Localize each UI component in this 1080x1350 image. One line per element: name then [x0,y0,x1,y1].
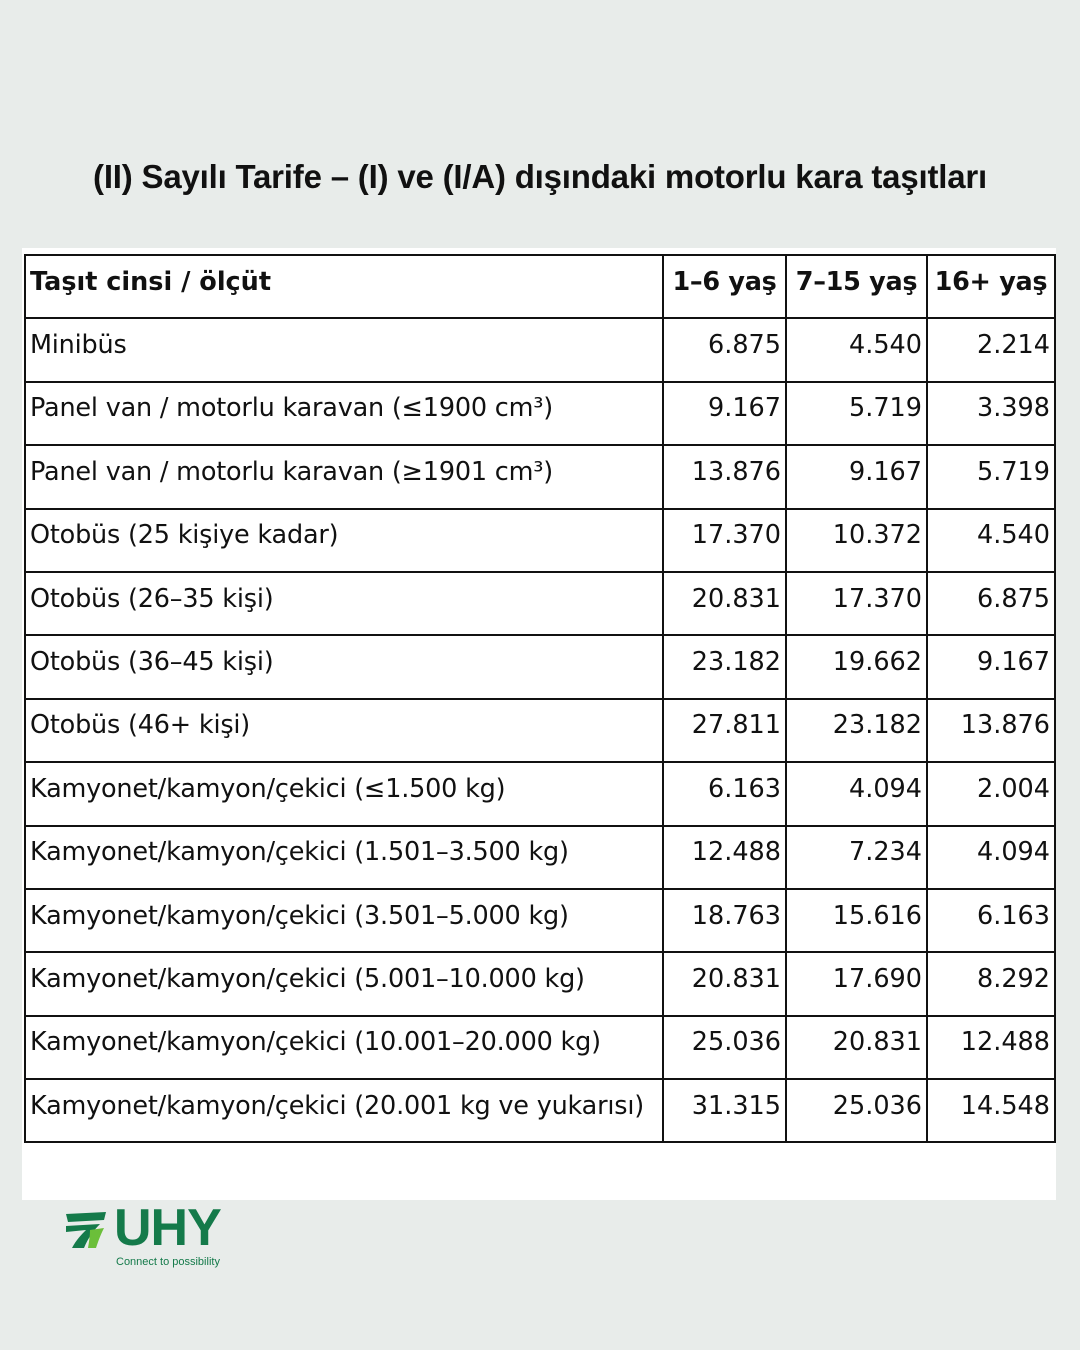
page-title: (II) Sayılı Tarife – (I) ve (I/A) dışındaki motorlu kara taşıtları [93,158,987,195]
vehicle-type-cell: Panel van / motorlu karavan (≤1900 cm³) [25,382,663,445]
tariff-value-cell: 14.548 [927,1079,1055,1142]
vehicle-type-cell: Otobüs (26–35 kişi) [25,572,663,635]
tariff-value-cell: 20.831 [786,1016,927,1079]
table-row [25,826,1055,889]
vehicle-type-cell: Kamyonet/kamyon/çekici (1.501–3.500 kg) [25,826,663,889]
tariff-value-cell: 2.004 [927,762,1055,825]
vehicle-type-cell: Kamyonet/kamyon/çekici (20.001 kg ve yukarısı) [25,1079,663,1142]
tariff-value-cell: 12.488 [927,1016,1055,1079]
tariff-table [24,254,1056,1143]
table-row [25,952,1055,1015]
uhy-tagline: Connect to possibility [116,1256,220,1268]
table-row [25,762,1055,825]
uhy-wordmark: UHY [114,1199,221,1257]
table-body [25,318,1055,1142]
tariff-value-cell: 20.831 [663,572,786,635]
vehicle-type-cell: Panel van / motorlu karavan (≥1901 cm³) [25,445,663,508]
tariff-value-cell: 19.662 [786,635,927,698]
header-vehicle-type: Taşıt cinsi / ölçüt [25,255,663,318]
tariff-value-cell: 25.036 [663,1016,786,1079]
table-header-row [25,255,1055,318]
tariff-value-cell: 9.167 [927,635,1055,698]
vehicle-type-cell: Kamyonet/kamyon/çekici (3.501–5.000 kg) [25,889,663,952]
tariff-value-cell: 27.811 [663,699,786,762]
tariff-value-cell: 3.398 [927,382,1055,445]
table-row [25,889,1055,952]
tariff-value-cell: 5.719 [927,445,1055,508]
tariff-value-cell: 6.875 [927,572,1055,635]
tariff-value-cell: 6.163 [927,889,1055,952]
tariff-value-cell: 17.370 [786,572,927,635]
tariff-value-cell: 17.370 [663,509,786,572]
tariff-value-cell: 25.036 [786,1079,927,1142]
vehicle-type-cell: Otobüs (36–45 kişi) [25,635,663,698]
header-age-7-15: 7–15 yaş [786,255,927,318]
header-age-1-6: 1–6 yaş [663,255,786,318]
tariff-value-cell: 9.167 [786,445,927,508]
table-row [25,699,1055,762]
table-row [25,1079,1055,1142]
tariff-value-cell: 4.540 [786,318,927,381]
uhy-logo [64,1199,264,1274]
tariff-value-cell: 17.690 [786,952,927,1015]
tariff-value-cell: 10.372 [786,509,927,572]
vehicle-type-cell: Minibüs [25,318,663,381]
tariff-value-cell: 7.234 [786,826,927,889]
tariff-value-cell: 6.163 [663,762,786,825]
tariff-value-cell: 23.182 [786,699,927,762]
tariff-value-cell: 31.315 [663,1079,786,1142]
vehicle-type-cell: Kamyonet/kamyon/çekici (10.001–20.000 kg) [25,1016,663,1079]
table-row [25,572,1055,635]
table-row [25,1016,1055,1079]
vehicle-type-cell: Kamyonet/kamyon/çekici (≤1.500 kg) [25,762,663,825]
tariff-value-cell: 4.094 [786,762,927,825]
table-row [25,382,1055,445]
vehicle-type-cell: Otobüs (46+ kişi) [25,699,663,762]
table-row [25,635,1055,698]
table-row [25,318,1055,381]
tariff-value-cell: 20.831 [663,952,786,1015]
uhy-swoosh-icon [64,1208,108,1252]
header-age-16-plus: 16+ yaş [927,255,1055,318]
tariff-value-cell: 4.540 [927,509,1055,572]
tariff-value-cell: 8.292 [927,952,1055,1015]
tariff-value-cell: 13.876 [663,445,786,508]
tariff-value-cell: 12.488 [663,826,786,889]
tariff-value-cell: 5.719 [786,382,927,445]
tariff-value-cell: 2.214 [927,318,1055,381]
tariff-value-cell: 13.876 [927,699,1055,762]
tariff-table-container [22,248,1056,1200]
table-row [25,509,1055,572]
tariff-value-cell: 23.182 [663,635,786,698]
table-row [25,445,1055,508]
tariff-value-cell: 18.763 [663,889,786,952]
tariff-value-cell: 15.616 [786,889,927,952]
tariff-value-cell: 9.167 [663,382,786,445]
tariff-value-cell: 4.094 [927,826,1055,889]
tariff-value-cell: 6.875 [663,318,786,381]
vehicle-type-cell: Otobüs (25 kişiye kadar) [25,509,663,572]
vehicle-type-cell: Kamyonet/kamyon/çekici (5.001–10.000 kg) [25,952,663,1015]
